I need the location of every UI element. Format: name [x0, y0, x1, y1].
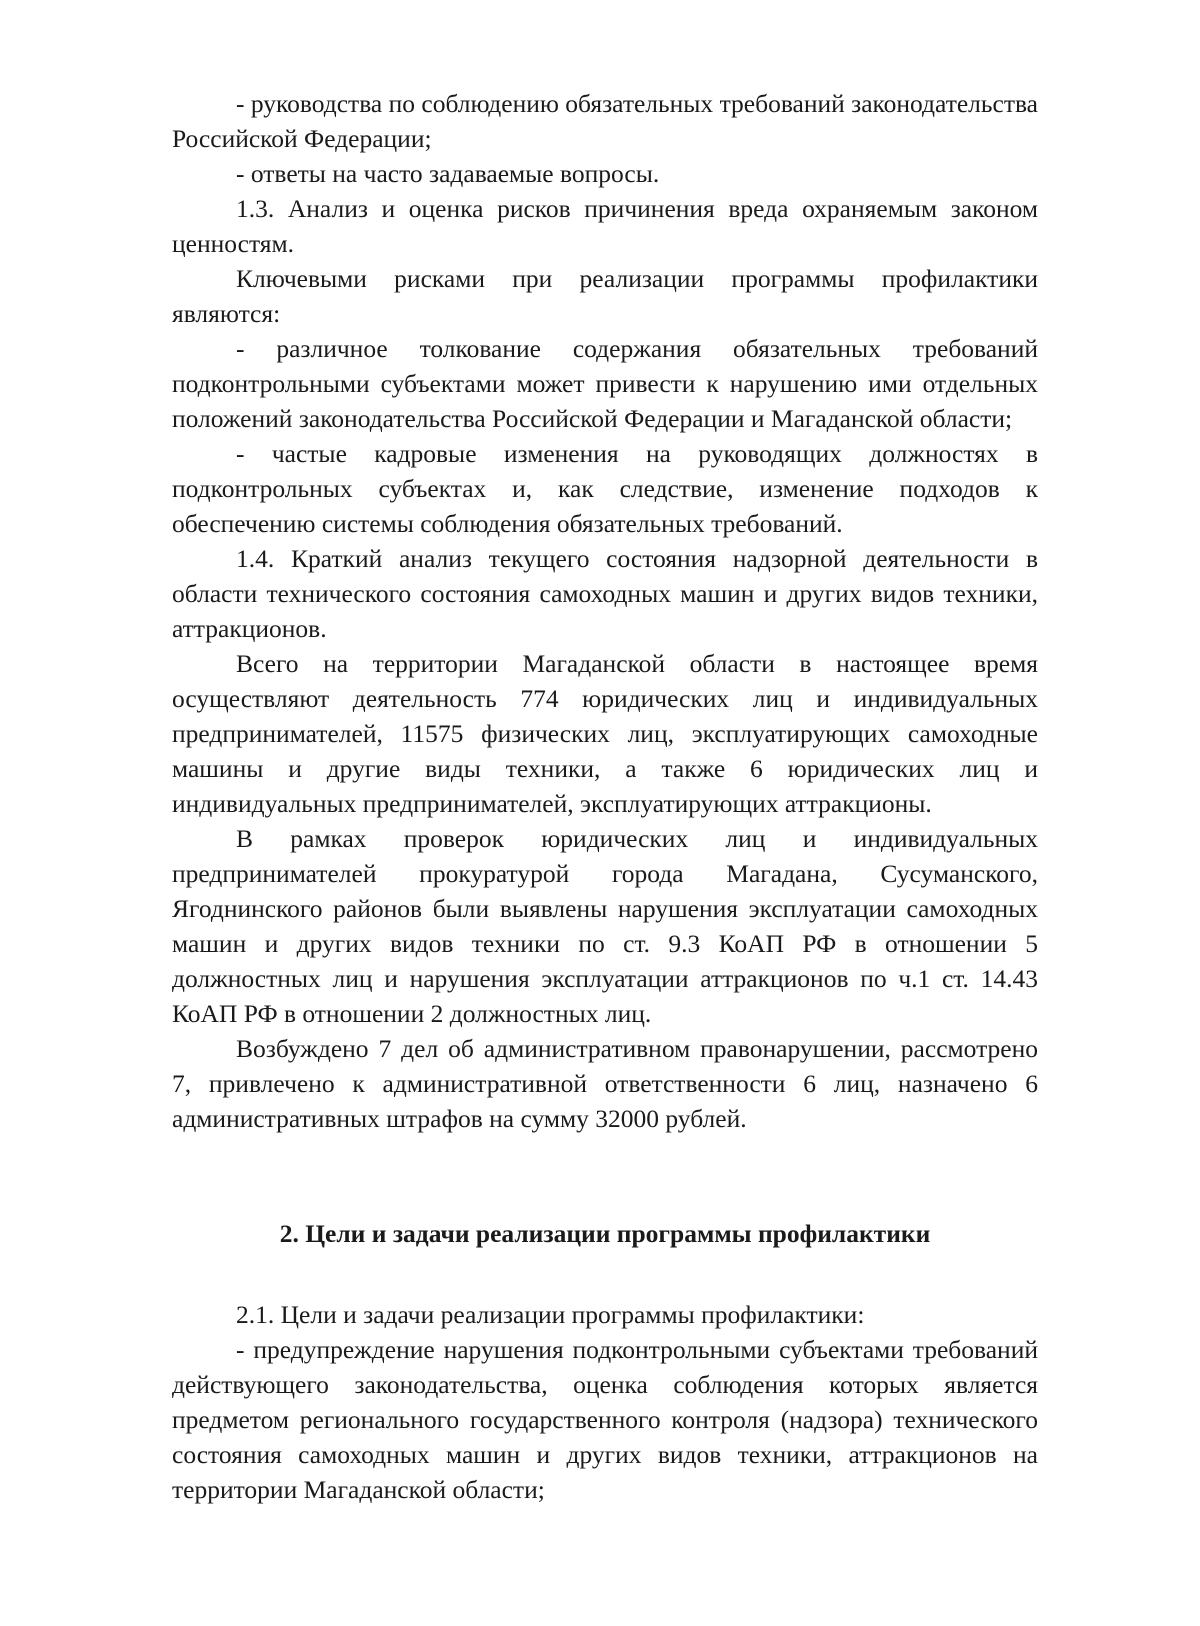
- paragraph-risk-analysis-title: 1.3. Анализ и оценка рисков причинения вреда охраняемым законом ценностям.: [172, 194, 1038, 258]
- paragraph-guidance: - руководства по соблюдению обязательных требований законодательства Российской Федерации;: [172, 89, 1038, 153]
- paragraph-faq: - ответы на часто задаваемые вопросы.: [236, 159, 660, 188]
- paragraph-goals-title: 2.1. Цели и задачи реализации программы профилактики:: [236, 1300, 865, 1329]
- paragraph-cases-fines: Возбуждено 7 дел об административном правонарушении, рассмотрено 7, привлечено к административной ответственности 6 лиц, назначено 6 административных штрафов на сумму 32000 рублей.: [172, 1034, 1038, 1133]
- paragraph-risk-staff-changes: - частые кадровые изменения на руководящих должностях в подконтрольных субъектах и, как следствие, изменение подходов к обеспечению системы соблюдения обязательных требований.: [172, 439, 1038, 538]
- paragraph-inspections: В рамках проверок юридических лиц и индивидуальных предпринимателей прокуратурой города Магадана, Сусуманского, Ягоднинского районов были выявлены нарушения эксплуатации самоходных машин и других видов техники по ст. 9.3 КоАП РФ в отношении 5 должностных лиц и нарушения эксплуатации аттракционов по ч.1 ст. 14.43 КоАП РФ в отношении 2 должностных лиц.: [172, 824, 1038, 1028]
- section-heading: 2. Цели и задачи реализации программы профилактики: [279, 1219, 931, 1248]
- paragraph-entities-count: Всего на территории Магаданской области в настоящее время осуществляют деятельность 774 юридических лиц и индивидуальных предпринимателей, 11575 физических лиц, эксплуатирующих самоходные машины и другие виды техники, а также 6 юридических лиц и индивидуальных предпринимателей, эксплуатирующих аттракционы.: [172, 649, 1038, 818]
- paragraph-goal-prevention: - предупреждение нарушения подконтрольными субъектами требований действующего законодательства, оценка соблюдения которых является предметом регионального государственного контроля (надзора) технического состояния самоходных машин и других видов техники, аттракционов на территории Магаданской области;: [172, 1335, 1038, 1504]
- paragraph-state-analysis-title: 1.4. Краткий анализ текущего состояния надзорной деятельности в области технического состояния самоходных машин и других видов техники, аттракционов.: [172, 544, 1038, 643]
- paragraph-risk-interpretation: - различное толкование содержания обязательных требований подконтрольными субъектами может привести к нарушению ими отдельных положений законодательства Российской Федерации и Магаданской области;: [172, 334, 1038, 433]
- paragraph-key-risks: Ключевыми рисками при реализации программы профилактики являются:: [172, 264, 1038, 328]
- document-page: [172, 86, 1038, 1507]
